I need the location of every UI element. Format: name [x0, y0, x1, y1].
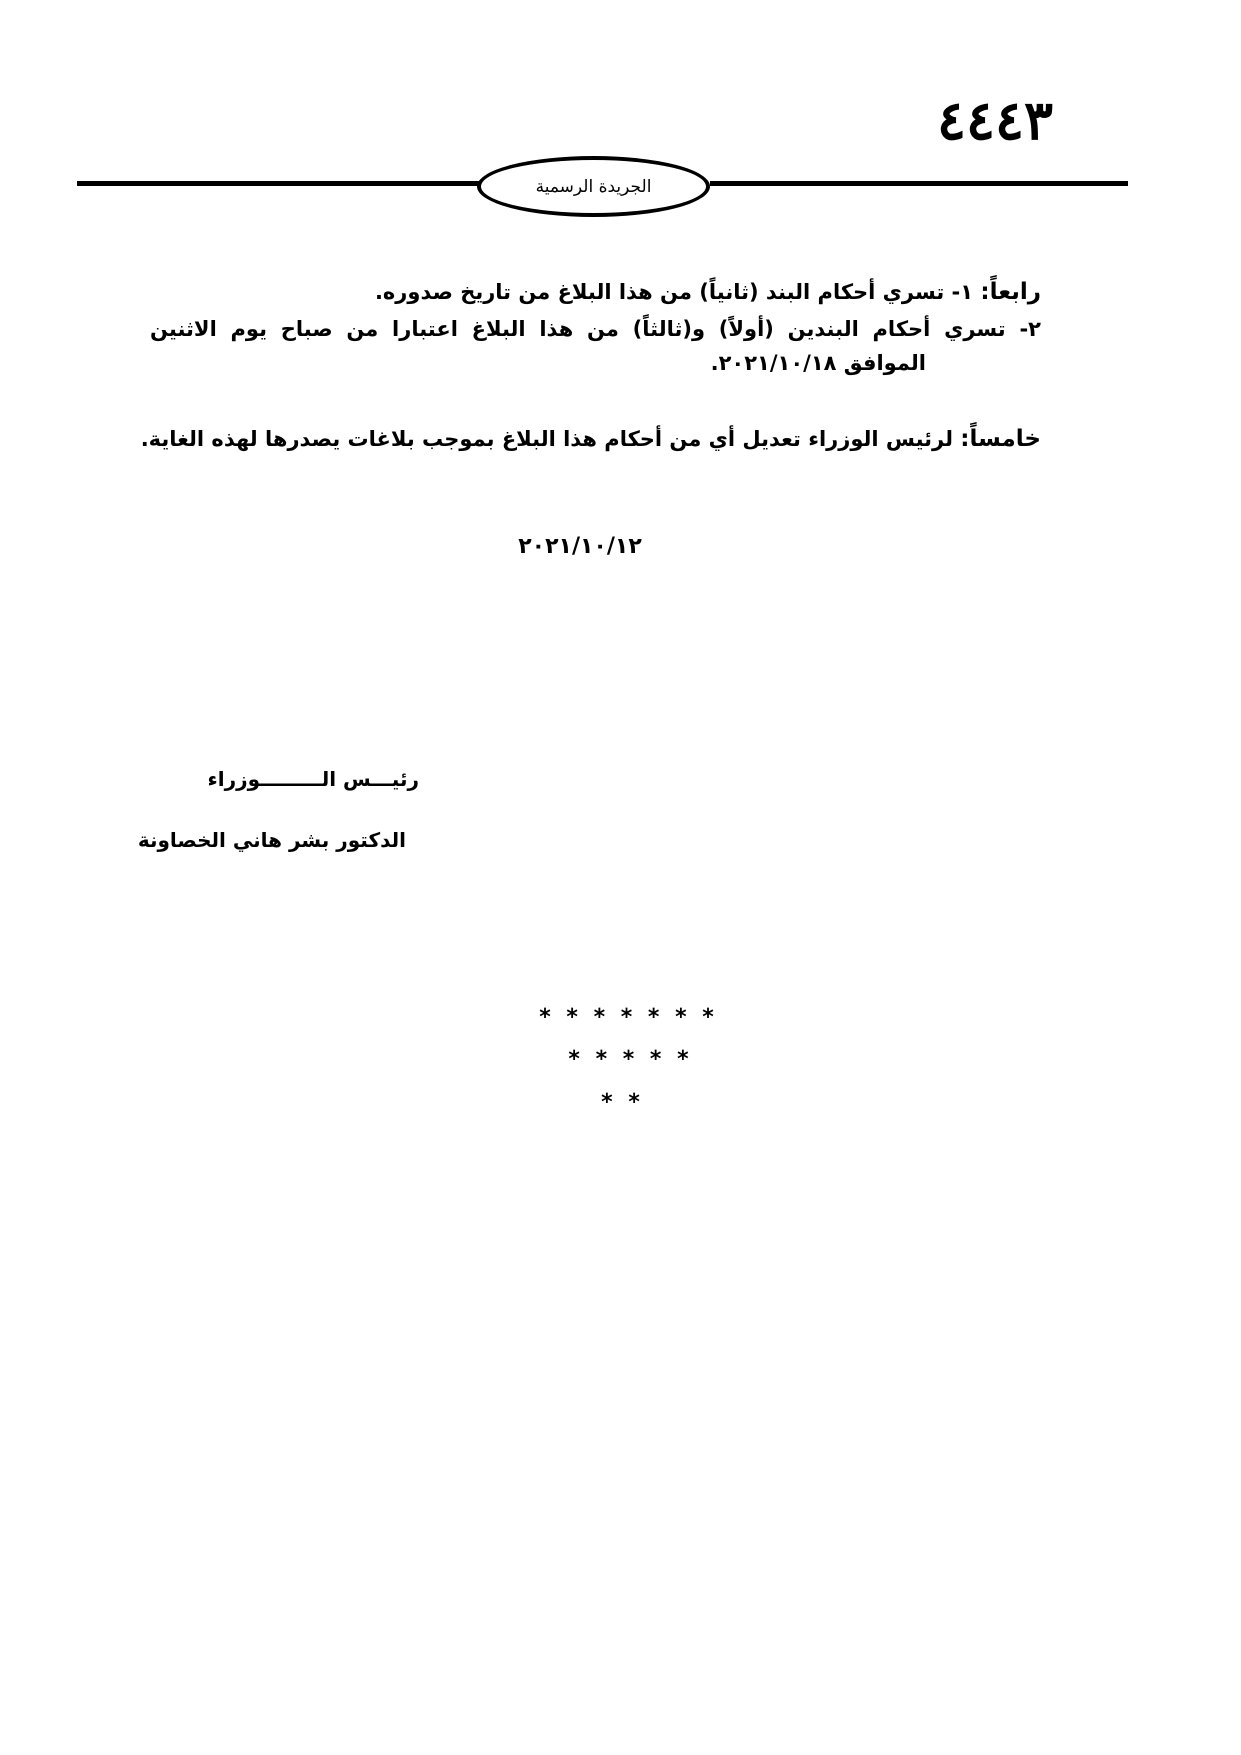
clause-fourth-item2-line1: ٢- تسري أحكام البندين (أولاً) و(ثالثاً) من هذا البلاغ اعتبارا من صباح يوم الاثنين	[150, 317, 1041, 341]
masthead-oval	[477, 156, 710, 217]
clause-fourth-item1	[375, 275, 1041, 309]
clause-fourth-label: رابعاً:	[980, 279, 1041, 305]
signature-title: رئيـــس الـــــــــوزراء	[207, 767, 419, 791]
clause-fifth-label: خامساً:	[960, 426, 1041, 452]
signature-name: الدكتور بشر هاني الخصاونة	[137, 828, 406, 852]
masthead-title: الجريدة الرسمية	[535, 176, 652, 197]
header-rule-left	[77, 181, 480, 186]
clause-fifth-text: لرئيس الوزراء تعديل أي من أحكام هذا البلاغ بموجب بلاغات يصدرها لهذه الغاية.	[140, 427, 953, 451]
separator-stars-3: * *	[601, 1090, 644, 1115]
separator-stars-1: * * * * * * *	[539, 1005, 718, 1030]
issue-date: ٢٠٢١/١٠/١٢	[518, 534, 642, 559]
clause-fourth-item1-text: ١- تسري أحكام البند (ثانياً) من هذا البلاغ من تاريخ صدوره.	[374, 280, 974, 304]
clause-fifth	[141, 422, 1041, 456]
header-rule-right	[710, 181, 1128, 186]
page-number: ٤٤٤٣	[936, 88, 1053, 152]
separator-stars-2: * * * * *	[568, 1047, 693, 1072]
clause-fourth-item2-line2: الموافق ٢٠٢١/١٠/١٨.	[710, 351, 926, 375]
